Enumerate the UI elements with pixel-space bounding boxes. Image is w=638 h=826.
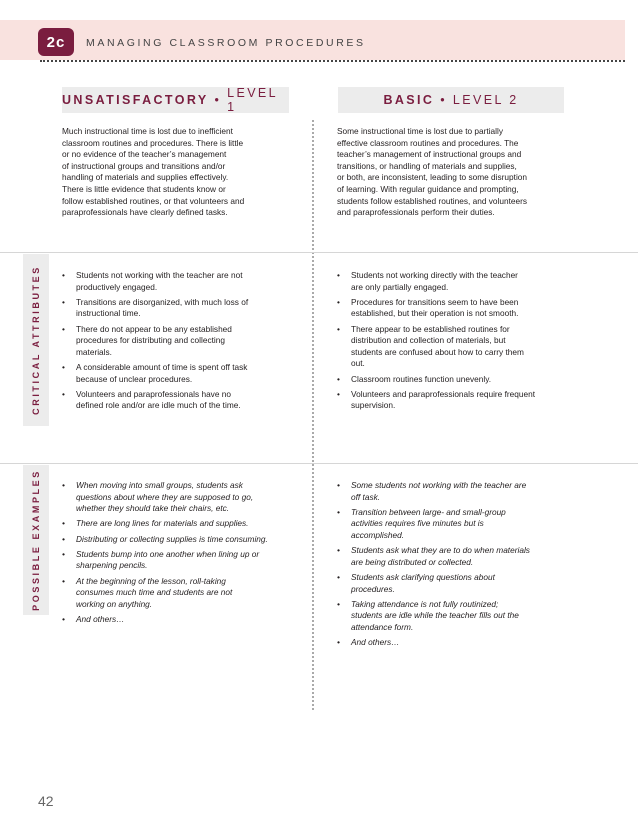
description-line: Some instructional time is lost due to partially xyxy=(337,126,504,136)
level-2-name: BASIC xyxy=(383,93,435,107)
list-item-line: instructional time. xyxy=(76,308,141,319)
description-line: follow established routines, or that volunteers and xyxy=(62,195,245,206)
list-item-line: supervision. xyxy=(351,400,396,411)
description-line: There is little evidence that students know or xyxy=(62,183,226,194)
list-item-line: • Students ask what they are to do when materials xyxy=(351,545,530,556)
description-line: or no evidence of the teacher’s management xyxy=(62,149,227,160)
list-item xyxy=(62,576,302,611)
possible-examples-label: POSSIBLE EXAMPLES xyxy=(31,469,41,611)
level-2-number: LEVEL 2 xyxy=(452,93,519,107)
header-divider xyxy=(40,60,625,62)
level-2-description xyxy=(337,126,567,219)
level-2-critical-attributes xyxy=(337,270,569,416)
list-item xyxy=(62,614,302,626)
list-item-line: • Some students not working with the teacher are xyxy=(351,480,527,490)
level-2-possible-examples xyxy=(337,480,569,652)
level-1-separator: • xyxy=(214,93,222,107)
list-item xyxy=(62,324,298,359)
list-item-line: whether they should take their chairs, etc. xyxy=(76,503,230,514)
list-item-line: • Students not working directly with the teacher xyxy=(351,270,518,280)
list-item-line: students are confused about how to carry them xyxy=(351,346,524,357)
section-divider xyxy=(0,463,638,464)
list-item xyxy=(337,270,569,293)
list-item-line: off task. xyxy=(351,491,381,502)
list-item-line: • Transitions are disorganized, with much loss of xyxy=(76,296,249,307)
list-item-line: materials. xyxy=(76,346,112,357)
list-item xyxy=(62,480,302,515)
list-item xyxy=(62,534,302,546)
list-item-line: • There are long lines for materials and supplies. xyxy=(76,518,249,529)
description-line: paraprofessionals have clearly defined tasks. xyxy=(62,207,228,218)
level-1-number: LEVEL 1 xyxy=(227,86,278,114)
column-divider xyxy=(312,120,314,710)
list-item-line: • Students ask clarifying questions about xyxy=(351,571,495,582)
list-item-line: are only partially engaged. xyxy=(351,281,449,292)
level-1-heading xyxy=(62,87,289,113)
list-item-line: • Students not working with the teacher are not xyxy=(76,270,243,280)
description-line: teacher’s management of instructional groups and xyxy=(337,149,522,160)
list-item xyxy=(62,389,298,412)
list-item-line: • Volunteers and paraprofessionals require frequent xyxy=(351,388,536,399)
description-line: transitions, or handling of materials and supplies, xyxy=(337,160,517,171)
list-item-line: questions about where they are supposed to go, xyxy=(76,491,254,502)
description-line: effective classroom routines and procedures. The xyxy=(337,137,519,148)
list-item-line: are being distributed or collected. xyxy=(351,556,474,567)
critical-attributes-label: CRITICAL ATTRIBUTES xyxy=(31,265,41,415)
list-item-line: • A considerable amount of time is spent off task xyxy=(76,361,248,372)
description-line: students follow established routines, and volunteers xyxy=(337,195,528,206)
level-1-critical-attributes xyxy=(62,270,298,416)
list-item xyxy=(337,297,569,320)
list-item-line: • Classroom routines function unevenly. xyxy=(351,373,492,384)
page-title: MANAGING CLASSROOM PROCEDURES xyxy=(86,37,366,49)
list-item xyxy=(62,270,298,293)
critical-attributes-tab xyxy=(23,254,49,426)
list-item xyxy=(337,599,569,634)
description-line: classroom routines and procedures. There is little xyxy=(62,137,244,148)
description-line: handling of materials and supplies effectively. xyxy=(62,172,229,183)
list-item xyxy=(337,545,569,568)
possible-examples-tab xyxy=(23,465,49,615)
description-line: Much instructional time is lost due to inefficient xyxy=(62,126,233,136)
list-item-line: • When moving into small groups, students ask xyxy=(76,480,243,490)
list-item-line: students are idle while the teacher fills out the xyxy=(351,610,519,621)
list-item-line: • Transition between large- and small-group xyxy=(351,506,506,517)
list-item-line: distribution and collection of materials, but xyxy=(351,335,506,346)
level-1-possible-examples xyxy=(62,480,302,629)
list-item-line: • Distributing or collecting supplies is time consuming. xyxy=(76,533,268,544)
list-item-line: • At the beginning of the lesson, roll-taking xyxy=(76,575,226,586)
list-item-line: established, but their operation is not smooth. xyxy=(351,308,519,319)
list-item-line: out. xyxy=(351,358,365,369)
list-item xyxy=(62,362,298,385)
description-line: of learning. With regular guidance and prompting, xyxy=(337,183,519,194)
list-item-line: procedures. xyxy=(351,583,395,594)
level-1-description xyxy=(62,126,290,219)
section-divider xyxy=(0,252,638,253)
list-item xyxy=(62,297,298,320)
list-item-line: defined role and/or are idle much of the time. xyxy=(76,400,241,411)
component-badge: 2c xyxy=(38,28,74,56)
page-number: 42 xyxy=(38,793,54,809)
description-line: and paraprofessionals perform their duties. xyxy=(337,207,495,218)
list-item-line: consumes much time and students are not xyxy=(76,587,233,598)
list-item-line: productively engaged. xyxy=(76,281,158,292)
list-item-line: attendance form. xyxy=(351,621,414,632)
description-line: of instructional groups and transitions and/or xyxy=(62,160,226,171)
list-item-line: sharpening pencils. xyxy=(76,560,148,571)
list-item xyxy=(337,374,569,386)
list-item-line: because of unclear procedures. xyxy=(76,373,193,384)
list-item-line: accomplished. xyxy=(351,529,405,540)
list-item-line: activities requires five minutes but is xyxy=(351,518,484,529)
list-item-line: • There appear to be established routines for xyxy=(351,323,510,334)
list-item-line: • Students bump into one another when lining up or xyxy=(76,548,260,559)
list-item-line: • Taking attendance is not fully routinized; xyxy=(351,598,499,609)
list-item xyxy=(337,389,569,412)
list-item-line: • There do not appear to be any established xyxy=(76,323,232,334)
level-2-heading xyxy=(338,87,564,113)
list-item xyxy=(337,507,569,542)
list-item-line: • Volunteers and paraprofessionals have no xyxy=(76,388,231,399)
list-item-line: • Procedures for transitions seem to have been xyxy=(351,296,519,307)
level-1-name: UNSATISFACTORY xyxy=(62,93,209,107)
list-item-line: • And others… xyxy=(351,637,400,648)
list-item xyxy=(337,637,569,649)
description-line: or both, are inconsistent, leading to some disruption xyxy=(337,172,528,183)
list-item xyxy=(337,480,569,503)
list-item xyxy=(337,572,569,595)
level-2-separator: • xyxy=(440,93,447,107)
list-item xyxy=(62,518,302,530)
list-item-line: • And others… xyxy=(76,613,125,624)
list-item-line: working on anything. xyxy=(76,598,153,609)
list-item-line: procedures for distributing and collecting xyxy=(76,335,225,346)
list-item xyxy=(337,324,569,370)
list-item xyxy=(62,549,302,572)
